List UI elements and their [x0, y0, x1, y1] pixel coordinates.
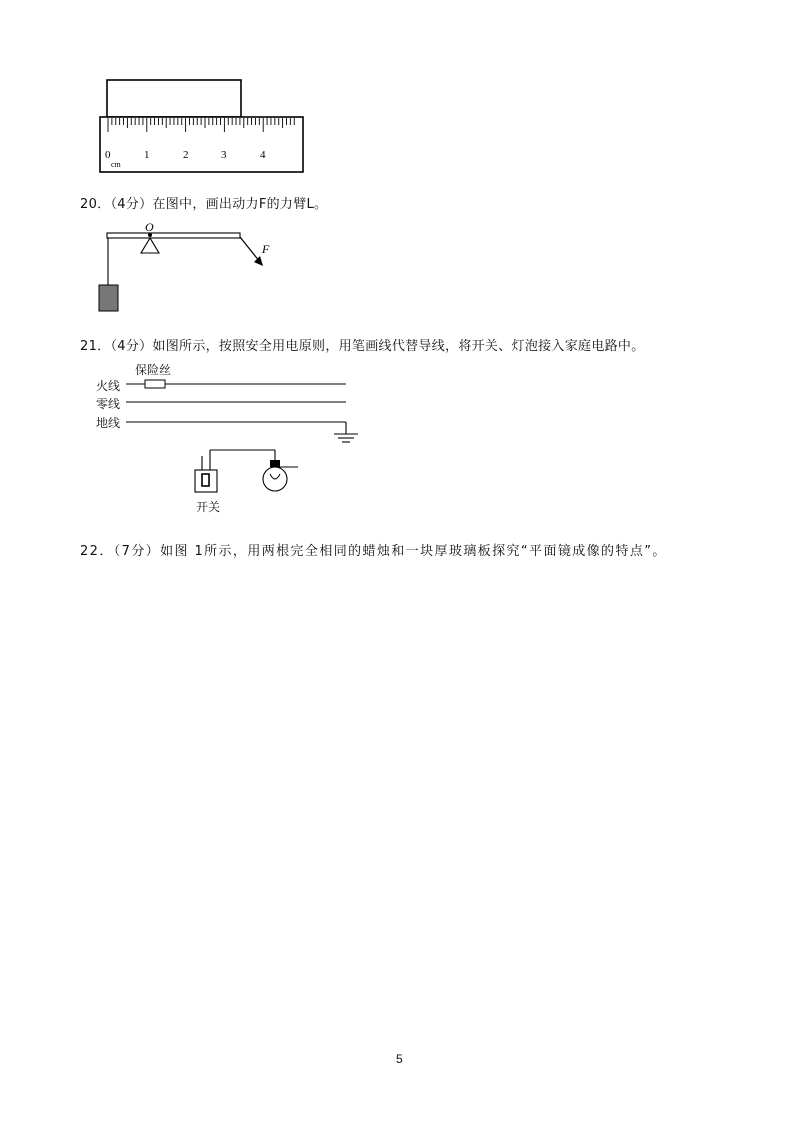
ruler-tick-label-1: 1	[144, 149, 150, 161]
force-label: F	[262, 242, 270, 256]
lamp-base	[270, 460, 280, 467]
switch-label: 开关	[196, 500, 221, 514]
measured-block	[107, 80, 241, 117]
hanging-weight	[99, 285, 118, 311]
force-arrow-head	[254, 256, 263, 266]
page-number: 5	[396, 1052, 403, 1066]
question-20-text: 20．（4分）在图中，画出动力F的力臂L。	[80, 197, 328, 212]
fuse	[145, 380, 165, 388]
live-wire-label: 火线	[96, 379, 121, 393]
lever-bar	[107, 233, 240, 238]
ruler-unit-label: cm	[111, 160, 121, 169]
circuit-figure	[118, 370, 368, 500]
question-22-text: 22．（7分）如图 1所示，用两根完全相同的蜡烛和一块厚玻璃板探究“平面镜成像的特点”。	[80, 544, 667, 559]
ruler-tick-label-2: 2	[183, 149, 189, 161]
force-arrow-line	[240, 237, 260, 262]
switch-toggle	[202, 474, 209, 486]
question-21-text: 21．（4分）如图所示，按照安全用电原则，用笔画线代替导线，将开关、灯泡接入家庭电路中。	[80, 339, 645, 354]
ruler-tick-label-0: 0	[105, 149, 111, 161]
ground-wire-label: 地线	[96, 416, 121, 430]
ruler-body	[100, 117, 303, 172]
ruler-figure	[95, 75, 310, 175]
ruler-tick-label-4: 4	[260, 149, 266, 161]
fulcrum-triangle	[141, 238, 159, 253]
fuse-label: 保险丝	[135, 363, 172, 377]
neutral-wire-label: 零线	[96, 397, 121, 411]
ruler-tick-label-3: 3	[221, 149, 227, 161]
pivot-label: O	[145, 220, 154, 234]
lever-figure	[92, 220, 282, 315]
